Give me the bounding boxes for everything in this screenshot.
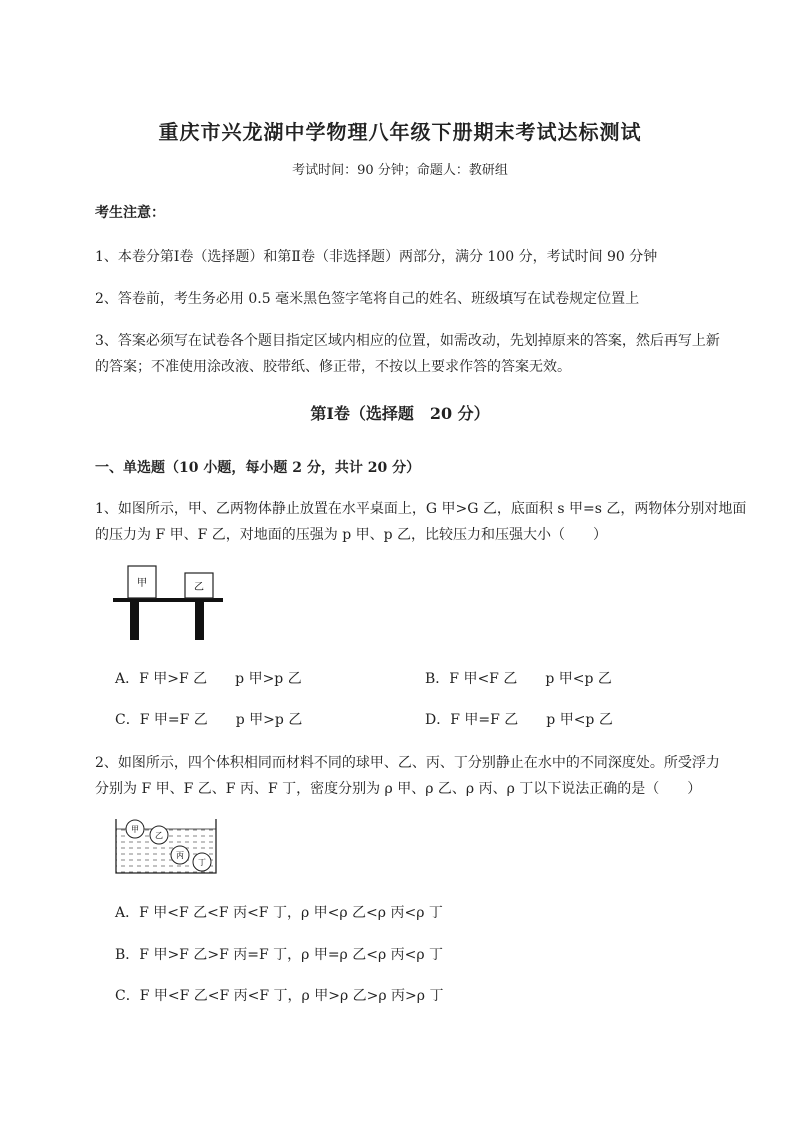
page-title: 重庆市兴龙湖中学物理八年级下册期末考试达标测试 [158, 120, 642, 144]
figure-label-jia: 甲 [137, 578, 147, 589]
q2-option-b[interactable]: B．F 甲>F 乙>F 丙=F 丁，ρ 甲=ρ 乙<ρ 丙<ρ 丁 [115, 947, 444, 963]
q2-option-c[interactable]: C．F 甲<F 乙<F 丙<F 丁，ρ 甲>ρ 乙>ρ 丙>ρ 丁 [115, 988, 444, 1004]
question-1-text: 1、如图所示，甲、乙两物体静止放置在水平桌面上，G 甲>G 乙，底面积 s 甲=s 乙，两物体分别对地面 [95, 501, 747, 517]
ball-label-jia: 甲 [131, 825, 139, 834]
part-heading: 一、单选题（10 小题，每小题 2 分，共计 20 分） [95, 460, 421, 476]
ball-label-yi: 乙 [155, 831, 163, 840]
q1-option-c[interactable]: C．F 甲=F 乙 p 甲>p 乙 [115, 712, 303, 728]
notice-heading: 考生注意： [95, 205, 165, 221]
notice-item-3-cont: 的答案；不准使用涂改液、胶带纸、修正带，不按以上要求作答的答案无效。 [95, 359, 571, 375]
q2-option-a[interactable]: A．F 甲<F 乙<F 丙<F 丁，ρ 甲<ρ 乙<ρ 丙<ρ 丁 [115, 905, 443, 921]
q1-option-d[interactable]: D．F 甲=F 乙 p 甲<p 乙 [425, 712, 613, 728]
question-2-text: 2、如图所示，四个体积相同而材料不同的球甲、乙、丙、丁分别静止在水中的不同深度处。所受浮力 [95, 755, 720, 771]
question-2-figure [112, 815, 222, 877]
notice-item-2: 2、答卷前，考生务必用 0.5 毫米黑色签字笔将自己的姓名、班级填写在试卷规定位置上 [95, 291, 640, 307]
question-1-text-cont: 的压力为 F 甲、F 乙，对地面的压强为 p 甲、p 乙，比较压力和压强大小（ ） [95, 527, 608, 543]
notice-item-3: 3、答案必须写在试卷各个题目指定区域内相应的位置，如需改动，先划掉原来的答案，然后再写上新 [95, 333, 720, 349]
section-title: 第Ⅰ卷（选择题 20 分） [310, 404, 490, 423]
figure-label-yi: 乙 [194, 582, 204, 593]
notice-item-1: 1、本卷分第Ⅰ卷（选择题）和第Ⅱ卷（非选择题）两部分，满分 100 分，考试时间 90 分钟 [95, 249, 658, 265]
q1-option-b[interactable]: B．F 甲<F 乙 p 甲<p 乙 [425, 671, 612, 687]
question-1-figure [110, 560, 230, 645]
q1-option-a[interactable]: A．F 甲>F 乙 p 甲>p 乙 [115, 671, 302, 687]
exam-info: 考试时间：90 分钟；命题人：教研组 [292, 163, 508, 178]
ball-label-bing: 丙 [176, 851, 184, 860]
question-2-text-cont: 分别为 F 甲、F 乙、F 丙、F 丁，密度分别为 ρ 甲、ρ 乙、ρ 丙、ρ 丁以下说法正确的是（ ） [95, 781, 702, 797]
ball-label-ding: 丁 [198, 858, 206, 867]
